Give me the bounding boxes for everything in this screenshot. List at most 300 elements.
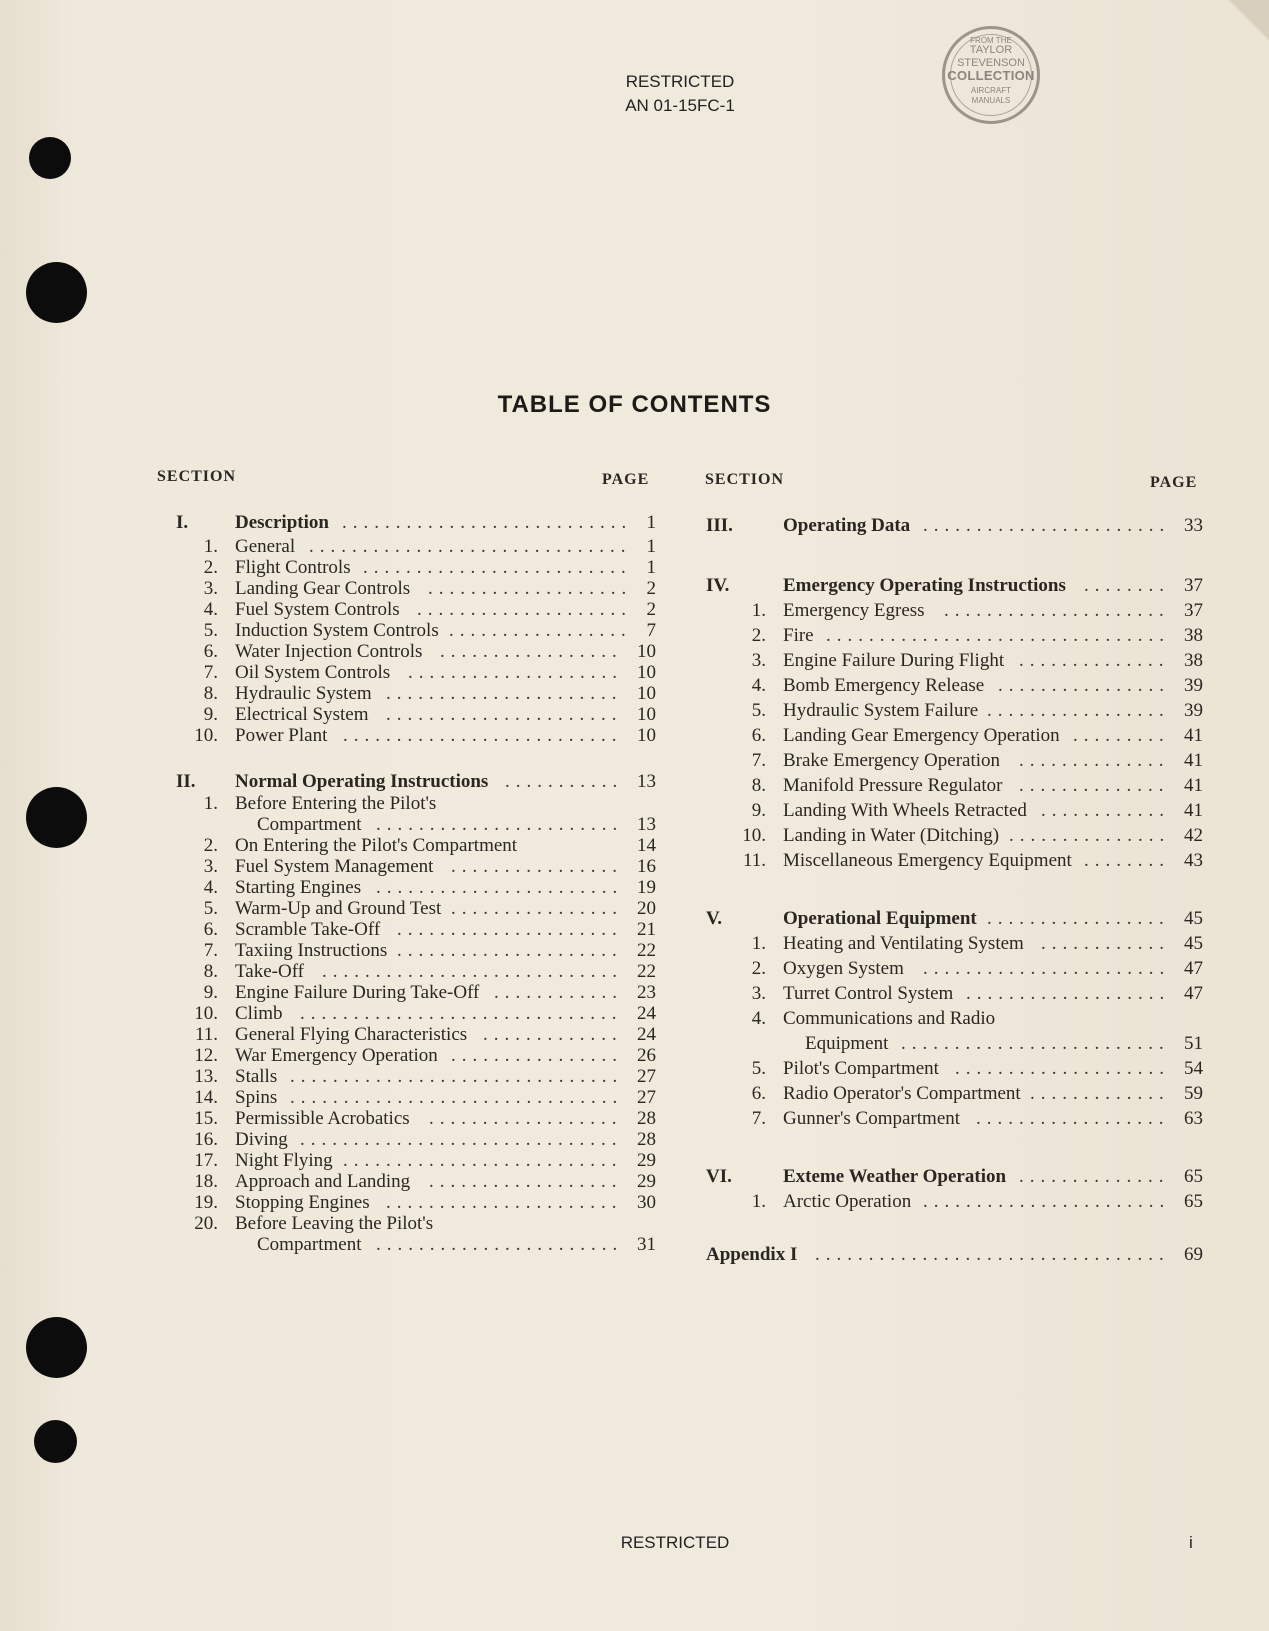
leader-dots: ......................... [901, 1033, 1170, 1054]
leader-dots: .................. [976, 1108, 1170, 1129]
leader-dots: ....................... [923, 515, 1171, 536]
toc-entry-number: 7. [203, 940, 218, 961]
toc-entry [180, 641, 656, 663]
leader-dots: ................. [987, 700, 1170, 721]
toc-entry-number: IV. [706, 575, 730, 596]
toc-entry-title: Fire [783, 625, 814, 646]
leader-dots: ....................... [376, 814, 624, 835]
leader-dots: .................... [955, 1058, 1170, 1079]
toc-entry [180, 961, 656, 983]
toc-entry-number: 6. [751, 1083, 766, 1104]
toc-entry [706, 725, 1203, 747]
toc-entry-page: 43 [1184, 850, 1203, 871]
leader-dots: ......... [1073, 725, 1170, 746]
toc-entry-number: 9. [203, 982, 218, 1003]
toc-entry-page: 51 [1184, 1033, 1203, 1054]
toc-entry-number: III. [706, 515, 733, 536]
leader-dots: ................ [451, 856, 623, 877]
toc-entry-title: War Emergency Operation [235, 1045, 438, 1066]
toc-entry-title: Hydraulic System Failure [783, 700, 979, 721]
toc-entry [180, 1024, 656, 1046]
toc-entry-title: Operating Data [783, 515, 911, 536]
toc-entry [706, 650, 1203, 672]
toc-entry [706, 958, 1203, 980]
binder-hole [34, 1420, 77, 1463]
toc-entry-page: 13 [637, 814, 656, 835]
leader-dots: ............... [1009, 825, 1171, 846]
toc-entry-number: 1. [751, 1191, 766, 1212]
toc-entry-page: 45 [1184, 908, 1203, 929]
toc-entry-page: 24 [637, 1003, 656, 1024]
toc-entry-title: Oil System Controls [235, 662, 391, 683]
toc-entry [180, 536, 656, 558]
leader-dots: .............................. [300, 1129, 623, 1150]
toc-entry [706, 600, 1203, 622]
toc-entry-number: 15. [194, 1108, 218, 1129]
leader-dots: ....................... [376, 1234, 624, 1255]
toc-entry-page: 37 [1184, 600, 1203, 621]
leader-dots: ............ [1041, 800, 1170, 821]
toc-entry-number: 7. [203, 662, 218, 683]
toc-entry [180, 620, 656, 642]
toc-entry-title: Water Injection Controls [235, 641, 423, 662]
toc-entry [706, 575, 1203, 597]
page-title: TABLE OF CONTENTS [497, 391, 772, 418]
toc-entry-number: 19. [194, 1192, 218, 1213]
toc-entry-title: Flight Controls [235, 557, 351, 578]
toc-entry [706, 1191, 1203, 1213]
toc-entry-title: Taxiing Instructions [235, 940, 388, 961]
leader-dots: ................... [428, 578, 633, 599]
toc-entry-page: 54 [1184, 1058, 1203, 1079]
toc-entry-title: Landing in Water (Ditching) [783, 825, 1000, 846]
toc-entry-number: 5. [751, 1058, 766, 1079]
binder-hole [26, 787, 87, 848]
toc-entry [180, 578, 656, 600]
toc-entry-title: Approach and Landing [235, 1171, 411, 1192]
toc-entry-page: 27 [637, 1087, 656, 1108]
toc-entry-page: 10 [637, 641, 656, 662]
toc-entry-page: 27 [637, 1066, 656, 1087]
leader-dots: ............................... [290, 1066, 624, 1087]
toc-entry-title: Manifold Pressure Regulator [783, 775, 1003, 796]
toc-entry-page: 28 [637, 1129, 656, 1150]
toc-entry-page: 41 [1184, 750, 1203, 771]
toc-entry-page: 63 [1184, 1108, 1203, 1129]
toc-entry-number: 4. [203, 877, 218, 898]
toc-entry-number: 20. [194, 1213, 218, 1234]
toc-entry-title: Operational Equipment [783, 908, 977, 929]
leader-dots: ...................... [386, 704, 623, 725]
toc-entry-number: 18. [194, 1171, 218, 1192]
toc-entry-page: 7 [646, 620, 656, 641]
toc-entry-number: 10. [194, 1003, 218, 1024]
toc-entry-page: 20 [637, 898, 656, 919]
classification-label: RESTRICTED [625, 72, 735, 91]
toc-entry [180, 898, 656, 920]
toc-entry [180, 1066, 656, 1088]
toc-entry [706, 750, 1203, 772]
leader-dots: ................... [966, 983, 1171, 1004]
leader-dots: .............................. [300, 1003, 623, 1024]
footer-classification: RESTRICTED [620, 1533, 730, 1552]
toc-entry-page: 14 [637, 835, 656, 856]
toc-entry-title: Diving [235, 1129, 288, 1150]
toc-entry-title: Compartment [257, 814, 362, 835]
toc-entry-title: Scramble Take-Off [235, 919, 381, 940]
toc-entry-page: 29 [637, 1150, 656, 1171]
toc-entry-number: 3. [203, 578, 218, 599]
toc-entry-page: 65 [1184, 1166, 1203, 1187]
toc-entry-title: Induction System Controls [235, 620, 439, 641]
toc-entry [180, 1192, 656, 1214]
leader-dots: .................. [429, 1171, 623, 1192]
toc-entry-number: I. [176, 512, 189, 533]
toc-entry-title: Oxygen System [783, 958, 904, 979]
toc-entry-number: 5. [203, 898, 218, 919]
toc-entry-number: 8. [203, 683, 218, 704]
toc-entry [706, 1033, 1203, 1055]
toc-entry-title: General [235, 536, 296, 557]
toc-entry-number: 17. [194, 1150, 218, 1171]
right-page-heading: PAGE [1150, 474, 1198, 491]
toc-entry-number: 3. [751, 650, 766, 671]
toc-entry-page: 39 [1184, 700, 1203, 721]
toc-entry-number: 16. [194, 1129, 218, 1150]
toc-entry [180, 1045, 656, 1067]
toc-entry-page: 2 [646, 599, 656, 620]
toc-entry-title: Stopping Engines [235, 1192, 370, 1213]
toc-entry-page: 38 [1184, 625, 1203, 646]
toc-entry-title: Engine Failure During Take-Off [235, 982, 480, 1003]
toc-entry-page: 24 [637, 1024, 656, 1045]
toc-entry [706, 933, 1203, 955]
leader-dots: ................ [998, 675, 1170, 696]
leader-dots: ........................... [342, 512, 633, 533]
toc-entry-page: 29 [637, 1171, 656, 1192]
toc-entry-title: Landing Gear Emergency Operation [783, 725, 1060, 746]
toc-entry-page: 59 [1184, 1083, 1203, 1104]
page-folio: i [1189, 1533, 1193, 1552]
toc-entry [180, 683, 656, 705]
toc-entry-title: Before Entering the Pilot's [235, 793, 437, 814]
toc-entry-title: Equipment [805, 1033, 889, 1054]
toc-entry-page: 41 [1184, 725, 1203, 746]
toc-entry-number: 5. [751, 700, 766, 721]
toc-entry [706, 800, 1203, 822]
toc-entry-title: Exteme Weather Operation [783, 1166, 1007, 1187]
toc-entry-number: 3. [751, 983, 766, 1004]
toc-entry-page: 38 [1184, 650, 1203, 671]
toc-entry-title: Description [235, 512, 329, 533]
toc-entry-page: 1 [646, 512, 656, 533]
toc-entry [706, 515, 1203, 537]
toc-entry-title: Stalls [235, 1066, 278, 1087]
toc-entry-number: 9. [751, 800, 766, 821]
toc-entry-number: 4. [751, 1008, 766, 1029]
leader-dots: ................................. [815, 1244, 1170, 1265]
toc-entry-title: Radio Operator's Compartment [783, 1083, 1021, 1104]
toc-entry-number: 6. [203, 641, 218, 662]
toc-entry-title: On Entering the Pilot's Compartment [235, 835, 518, 856]
stamp-text: STEVENSON [957, 57, 1025, 69]
toc-entry-number: 1. [203, 536, 218, 557]
toc-entry-title: Pilot's Compartment [783, 1058, 939, 1079]
stamp-text: AIRCRAFT [971, 86, 1011, 95]
right-section-heading: SECTION [705, 471, 785, 488]
toc-entry-page: 41 [1184, 800, 1203, 821]
toc-entry-page: 13 [637, 771, 656, 792]
toc-entry-title: Hydraulic System [235, 683, 372, 704]
document-header [560, 70, 800, 118]
toc-entry-title: Fuel System Controls [235, 599, 400, 620]
toc-entry [180, 599, 656, 621]
toc-entry-page: 16 [637, 856, 656, 877]
toc-entry-title: Fuel System Management [235, 856, 434, 877]
leader-dots: ................. [449, 620, 632, 641]
leader-dots: .............. [1019, 775, 1170, 796]
leader-dots: ............................... [290, 1087, 624, 1108]
toc-entry-page: 26 [637, 1045, 656, 1066]
toc-entry-title: Emergency Egress [783, 600, 925, 621]
toc-entry-page: 21 [637, 919, 656, 940]
binder-hole [26, 262, 87, 323]
toc-entry-page: 41 [1184, 775, 1203, 796]
toc-entry-number: 3. [203, 856, 218, 877]
stamp-text: FROM THE [970, 36, 1012, 45]
toc-entry [706, 1108, 1203, 1130]
toc-entry [180, 793, 656, 815]
leader-dots: ....................... [376, 877, 624, 898]
toc-entry-title: Normal Operating Instructions [235, 771, 489, 792]
toc-entry [706, 1244, 1203, 1266]
toc-entry-page: 65 [1184, 1191, 1203, 1212]
toc-entry-title: Engine Failure During Flight [783, 650, 1005, 671]
binder-hole [29, 137, 71, 179]
toc-entry [706, 825, 1203, 847]
toc-entry-number: 7. [751, 1108, 766, 1129]
toc-entry-title: Climb [235, 1003, 283, 1024]
toc-entry-number: 4. [203, 599, 218, 620]
toc-entry [180, 940, 656, 962]
toc-entry-number: 2. [203, 835, 218, 856]
toc-entry-page: 22 [637, 940, 656, 961]
toc-entry-page: 47 [1184, 983, 1203, 1004]
leader-dots: ................ [451, 898, 623, 919]
left-page-heading: PAGE [602, 471, 650, 488]
toc-entry [706, 1058, 1203, 1080]
leader-dots: .............. [1019, 750, 1170, 771]
toc-entry-number: 8. [203, 961, 218, 982]
stamp-text: COLLECTION [947, 68, 1035, 83]
toc-entry-number: 2. [751, 625, 766, 646]
toc-entry-title: Gunner's Compartment [783, 1108, 961, 1129]
leader-dots: ...................... [386, 683, 623, 704]
toc-entry-title: Landing With Wheels Retracted [783, 800, 1027, 821]
toc-entry-number: 2. [203, 557, 218, 578]
toc-entry [180, 814, 656, 836]
toc-entry-page: 10 [637, 725, 656, 746]
toc-entry-page: 45 [1184, 933, 1203, 954]
toc-entry-number: 11. [742, 850, 766, 871]
toc-entry [180, 1213, 656, 1235]
toc-entry [706, 1166, 1203, 1188]
leader-dots: ................. [440, 641, 623, 662]
toc-entry [706, 625, 1203, 647]
leader-dots: .................. [429, 1108, 623, 1129]
toc-entry-title: Starting Engines [235, 877, 362, 898]
toc-entry [706, 850, 1203, 872]
toc-entry [706, 775, 1203, 797]
toc-entry-title: Emergency Operating Instructions [783, 575, 1066, 596]
leader-dots: ..................... [944, 600, 1170, 621]
toc-entry-title: Compartment [257, 1234, 362, 1255]
toc-entry-title: Landing Gear Controls [235, 578, 411, 599]
toc-entry-number: 10. [194, 725, 218, 746]
toc-entry-title: Bomb Emergency Release [783, 675, 985, 696]
toc-entry [176, 512, 656, 534]
toc-entry-number: 5. [203, 620, 218, 641]
leader-dots: ....................... [923, 1191, 1171, 1212]
leader-dots: .................... [417, 599, 632, 620]
toc-entry-title: Brake Emergency Operation [783, 750, 1001, 771]
toc-entry [180, 725, 656, 747]
toc-entry-number: 6. [203, 919, 218, 940]
toc-entry-page: 42 [1184, 825, 1203, 846]
toc-entry-number: 14. [194, 1087, 218, 1108]
toc-entry-title: Heating and Ventilating System [783, 933, 1024, 954]
toc-entry-number: 10. [742, 825, 766, 846]
leader-dots: .................... [408, 662, 623, 683]
leader-dots: ............ [494, 982, 623, 1003]
left-section-heading: SECTION [157, 468, 237, 485]
leader-dots: ..................... [397, 940, 623, 961]
leader-dots: ................ [451, 1045, 623, 1066]
toc-entry-page: 39 [1184, 675, 1203, 696]
leader-dots: ......................... [363, 557, 632, 578]
toc-entry-page: 69 [1184, 1244, 1203, 1265]
toc-entry [180, 662, 656, 684]
toc-entry-title: Power Plant [235, 725, 328, 746]
toc-entry-page: 1 [646, 557, 656, 578]
toc-entry-number: 9. [203, 704, 218, 725]
toc-entry-number: 1. [751, 933, 766, 954]
toc-entry-number: II. [176, 771, 196, 792]
toc-entry [180, 1129, 656, 1151]
toc-entry-page: 1 [646, 536, 656, 557]
toc-entry-title: Spins [235, 1087, 278, 1108]
leader-dots: ................. [987, 908, 1170, 929]
toc-entry-number: 12. [194, 1045, 218, 1066]
toc-entry-page: 37 [1184, 575, 1203, 596]
toc-entry-title: Permissible Acrobatics [235, 1108, 410, 1129]
toc-entry [706, 700, 1203, 722]
toc-entry [180, 835, 656, 857]
leader-dots: ...................... [386, 1192, 623, 1213]
toc-entry-page: 2 [646, 578, 656, 599]
toc-entry-page: 23 [637, 982, 656, 1003]
toc-entry-number: 8. [751, 775, 766, 796]
toc-entry [706, 1083, 1203, 1105]
toc-entry-page: 33 [1184, 515, 1203, 536]
stamp-text: MANUALS [971, 96, 1011, 105]
toc-entry [706, 1008, 1203, 1030]
toc-entry-number: 11. [194, 1024, 218, 1045]
toc-entry [180, 919, 656, 941]
toc-entry-number: 1. [751, 600, 766, 621]
toc-entry-number: 2. [751, 958, 766, 979]
leader-dots: .......................... [343, 725, 623, 746]
toc-entry-page: 22 [637, 961, 656, 982]
toc-entry-title: Appendix I [706, 1244, 798, 1265]
toc-entry-title: Night Flying [235, 1150, 333, 1171]
binder-hole [26, 1317, 87, 1378]
toc-entry-page: 31 [637, 1234, 656, 1255]
toc-entry-title: Turret Control System [783, 983, 954, 1004]
toc-entry [180, 1087, 656, 1109]
toc-entry-title: Communications and Radio [783, 1008, 996, 1029]
leader-dots: ........ [1084, 575, 1170, 596]
toc-entry [180, 1150, 656, 1172]
toc-entry-title: Electrical System [235, 704, 369, 725]
toc-entry-number: 6. [751, 725, 766, 746]
toc-entry-title: Arctic Operation [783, 1191, 912, 1212]
toc-entry-number: V. [706, 908, 723, 929]
page-corner-fold [1229, 0, 1269, 40]
toc-entry-page: 10 [637, 662, 656, 683]
toc-entry [180, 856, 656, 878]
toc-entry [180, 1003, 656, 1025]
toc-entry-title: Miscellaneous Emergency Equipment [783, 850, 1072, 871]
toc-entry [180, 557, 656, 579]
toc-entry-number: 4. [751, 675, 766, 696]
toc-entry-page: 10 [637, 704, 656, 725]
toc-entry-title: General Flying Characteristics [235, 1024, 468, 1045]
toc-entry [706, 675, 1203, 697]
toc-entry-number: 1. [203, 793, 218, 814]
toc-entry-number: 13. [194, 1066, 218, 1087]
toc-entry [180, 1234, 656, 1256]
leader-dots: .............. [1019, 650, 1170, 671]
toc-entry-number: 7. [751, 750, 766, 771]
leader-dots: ....................... [923, 958, 1171, 979]
toc-entry-title: Before Leaving the Pilot's [235, 1213, 434, 1234]
leader-dots: ............ [1041, 933, 1170, 954]
toc-entry [180, 982, 656, 1004]
leader-dots: ............................ [322, 961, 623, 982]
toc-entry-title: Warm-Up and Ground Test [235, 898, 442, 919]
toc-entry [706, 983, 1203, 1005]
leader-dots: ........... [505, 771, 624, 792]
leader-dots: ..................... [397, 919, 623, 940]
toc-entry-number: VI. [706, 1166, 732, 1187]
leader-dots: ............. [483, 1024, 623, 1045]
toc-entry-title: Take-Off [235, 961, 305, 982]
toc-entry [180, 1108, 656, 1130]
toc-entry-page: 19 [637, 877, 656, 898]
leader-dots: .......................... [343, 1150, 623, 1171]
toc-entry [180, 704, 656, 726]
toc-entry-page: 10 [637, 683, 656, 704]
toc-entry-page: 47 [1184, 958, 1203, 979]
toc-entry-page: 28 [637, 1108, 656, 1129]
leader-dots: .............. [1019, 1166, 1170, 1187]
collection-stamp [942, 26, 1040, 124]
leader-dots: ........ [1084, 850, 1170, 871]
toc-entry [176, 771, 656, 793]
toc-entry [706, 908, 1203, 930]
toc-entry [180, 877, 656, 899]
